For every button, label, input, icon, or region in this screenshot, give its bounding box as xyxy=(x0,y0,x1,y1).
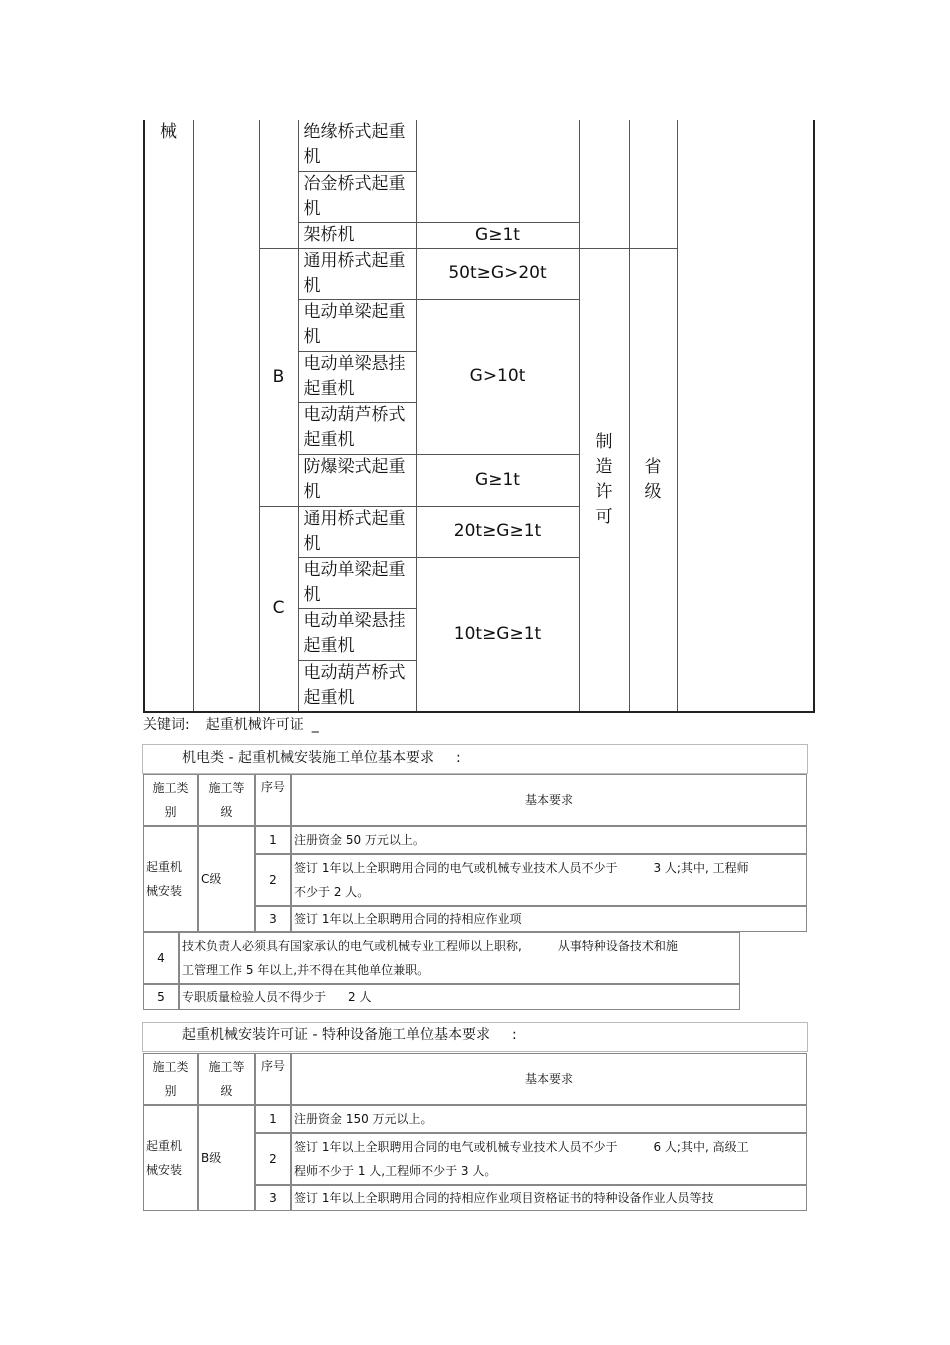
load-param: G≥1t xyxy=(416,222,579,248)
crane-type-name: 通用桥式起重机 xyxy=(298,248,416,299)
keywords-line xyxy=(143,714,319,734)
approval-level-cell xyxy=(629,248,677,712)
license-type-text: 制 造 许 可 xyxy=(595,431,613,527)
header-no: 序号 xyxy=(255,774,291,826)
load-param: G>10t xyxy=(416,299,579,454)
req-table-1-continued xyxy=(143,932,740,1010)
row-no: 5 xyxy=(143,984,179,1010)
load-param: 50t≥G>20t xyxy=(416,248,579,299)
crane-type-name: 电动单梁悬挂起重机 xyxy=(298,608,416,660)
crane-type-name: 电动单梁起重机 xyxy=(298,299,416,351)
keywords-label: 关键词: xyxy=(143,717,190,733)
row-no: 2 xyxy=(255,1133,291,1185)
row-no: 3 xyxy=(255,906,291,932)
req-table-2 xyxy=(143,1053,807,1211)
crane-type-name: 电动单梁起重机 xyxy=(298,557,416,608)
category-cell xyxy=(144,120,193,712)
crane-type-name: 电动葫芦桥式起重机 xyxy=(298,402,416,454)
row-requirement: 签订 1年以上全职聘用合同的电气或机械专业技术人员不少于 6 人;其中, 高级工 程师不少于 1 人,工程师不少于 3 人。 xyxy=(291,1133,807,1185)
header-grade: 施工等 级 xyxy=(198,1053,255,1105)
load-param: 20t≥G≥1t xyxy=(416,506,579,557)
header-category: 施工类 别 xyxy=(143,1053,198,1105)
row-no: 1 xyxy=(255,1105,291,1133)
category-text: 械 xyxy=(160,122,177,142)
crane-type-name: 电动葫芦桥式起重机 xyxy=(298,660,416,712)
row-category: 起重机 械安装 xyxy=(143,826,198,932)
level-cell-a xyxy=(629,120,677,248)
row-requirement: 专职质量检验人员不得少于 2 人 xyxy=(179,984,740,1010)
subcategory-cell xyxy=(193,120,259,712)
license-cell-a xyxy=(579,120,629,248)
grade-b-cell xyxy=(259,248,298,506)
req-table-1 xyxy=(143,774,807,932)
crane-type-name: 防爆梁式起重机 xyxy=(298,454,416,506)
grade-c-cell xyxy=(259,506,298,712)
crane-classification-table xyxy=(143,120,815,713)
row-no: 1 xyxy=(255,826,291,854)
row-requirement: 签订 1年以上全职聘用合同的电气或机械专业技术人员不少于 3 人;其中, 工程师 不少于 2 人。 xyxy=(291,854,807,906)
header-grade: 施工等 级 xyxy=(198,774,255,826)
row-category: 起重机 械安装 xyxy=(143,1105,198,1211)
license-type-cell xyxy=(579,248,629,712)
row-no: 4 xyxy=(143,932,179,984)
approval-level-text: 省 级 xyxy=(644,456,662,502)
row-requirement: 签订 1年以上全职聘用合同的持相应作业项目资格证书的特种设备作业人员等技 xyxy=(291,1185,807,1211)
grade-c-label: C xyxy=(272,598,285,618)
load-param: 10t≥G≥1t xyxy=(416,557,579,712)
row-requirement: 注册资金 150 万元以上。 xyxy=(291,1105,807,1133)
load-param: G≥1t xyxy=(416,454,579,506)
grade-b-label: B xyxy=(272,366,285,387)
keywords-value[interactable]: 起重机械许可证 xyxy=(205,717,304,733)
crane-type-name: 通用桥式起重机 xyxy=(298,506,416,557)
crane-type-name: 电动单梁悬挂起重机 xyxy=(298,351,416,402)
header-category: 施工类 别 xyxy=(143,774,198,826)
row-grade: C级 xyxy=(198,826,255,932)
header-no: 序号 xyxy=(255,1053,291,1105)
row-requirement: 技术负责人必须具有国家承认的电气或机械专业工程师以上职称, 从事特种设备技术和施 工管理工作 5 年以上,并不得在其他单位兼职。 xyxy=(179,932,740,984)
header-requirement: 基本要求 xyxy=(291,1053,807,1105)
row-requirement: 签订 1年以上全职聘用合同的持相应作业项 xyxy=(291,906,807,932)
row-no: 3 xyxy=(255,1185,291,1211)
crane-type-name: 绝缘桥式起重机 xyxy=(298,120,416,171)
remarks-cell xyxy=(677,120,814,712)
crane-type-name: 冶金桥式起重机 xyxy=(298,171,416,222)
grade-a-cell xyxy=(259,120,298,248)
crane-type-name: 架桥机 xyxy=(298,222,416,248)
req-table-1-title: 机电类 - 起重机械安装施工单位基本要求 : xyxy=(182,750,461,766)
row-requirement: 注册资金 50 万元以上。 xyxy=(291,826,807,854)
row-grade: B级 xyxy=(198,1105,255,1211)
header-requirement: 基本要求 xyxy=(291,774,807,826)
row-no: 2 xyxy=(255,854,291,906)
req-table-2-title: 起重机械安装许可证 - 特种设备施工单位基本要求 : xyxy=(182,1027,517,1043)
keywords-suffix: _ xyxy=(311,717,319,733)
param-cell-empty xyxy=(416,120,579,222)
